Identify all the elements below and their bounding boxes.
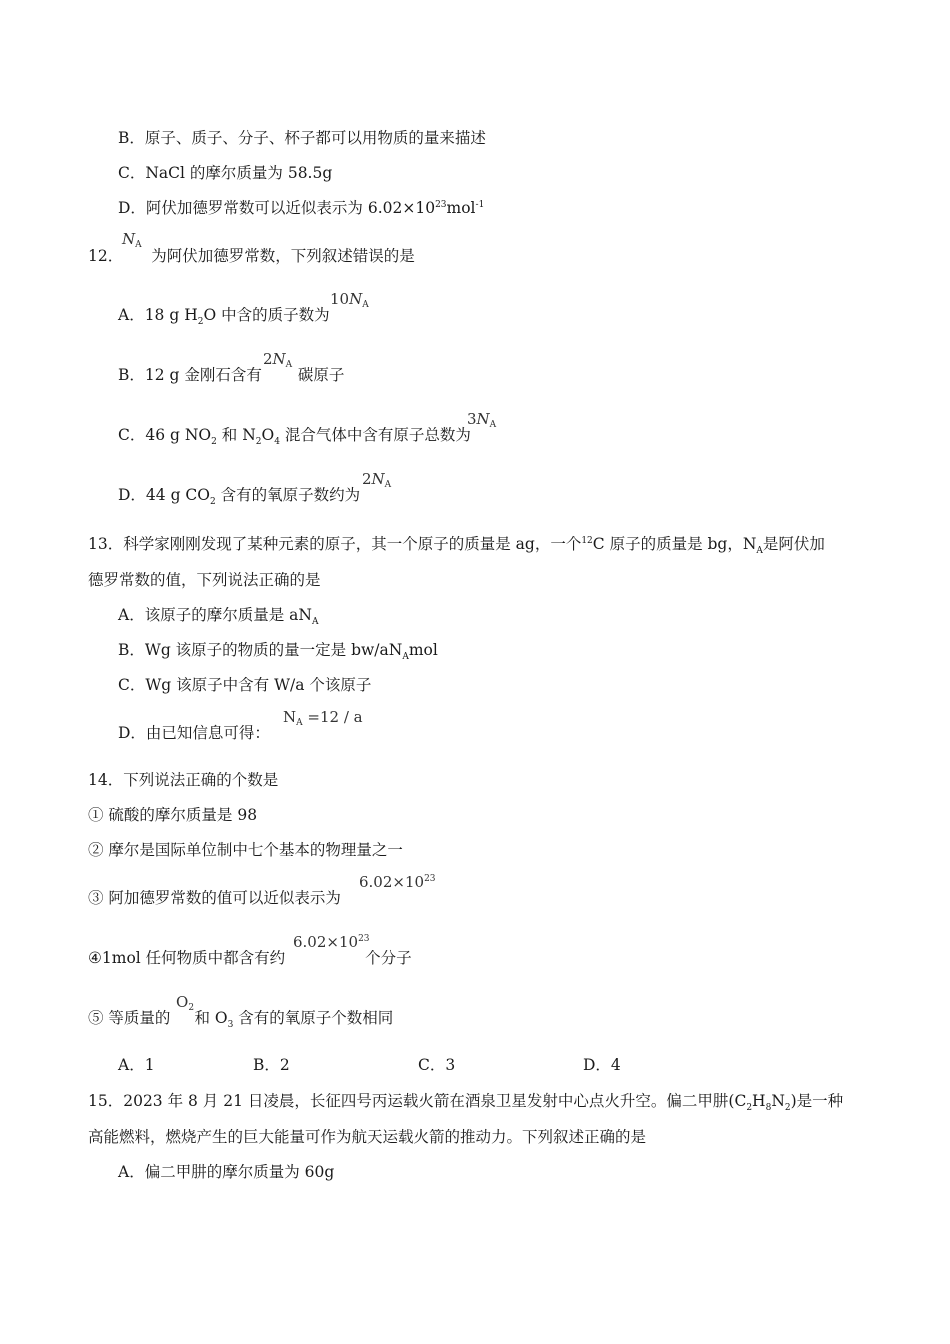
q14-statement-3: ③ 阿加德罗常数的值可以近似表示为 bbox=[88, 889, 341, 907]
q13-option-d: D．由已知信息可得： bbox=[118, 724, 270, 742]
q15-stem-line1: 15．2023 年 8 月 21 日凌晨，长征四号丙运载火箭在酒泉卫星发射中心点火升空。偏二甲肼$(C_2H_8N_2)$是一种 bbox=[88, 1092, 844, 1114]
q13-option-a: A．该原子的摩尔质量是 $aN_A$ bbox=[118, 606, 319, 628]
q14-statement-4: ④1mol 任何物质中都含有约 个分子 bbox=[88, 949, 412, 967]
q12-stem: 12． 为阿伏加德罗常数，下列叙述错误的是 bbox=[88, 247, 415, 265]
q15-stem-line2: 高能燃料，燃烧产生的巨大能量可作为航天运载火箭的推动力。下列叙述正确的是 bbox=[88, 1128, 647, 1146]
q12-option-d: D．44 g $CO_2$ 含有的氧原子数约为 bbox=[118, 486, 361, 508]
q12-option-b-math: $2N_A$ bbox=[263, 350, 293, 370]
q13-option-d-math: $N_A =12 / a$ bbox=[283, 708, 363, 728]
q14-statement-1: ① 硫酸的摩尔质量是 98 bbox=[88, 806, 258, 824]
q14-statement-3-math: $6.02\times 10^{23}$ bbox=[359, 873, 436, 891]
q13-stem-line2: 德罗常数的值，下列说法正确的是 bbox=[88, 571, 321, 589]
q14-statement-4-math: $6.02\times 10^{23}$ bbox=[293, 933, 370, 951]
q14-statement-5-math: $O_2$ bbox=[176, 993, 195, 1013]
q14-statement-2: ② 摩尔是国际单位制中七个基本的物理量之一 bbox=[88, 841, 403, 859]
q15-option-a: A．偏二甲肼的摩尔质量为 60g bbox=[118, 1163, 335, 1181]
q13-stem-line1: 13．科学家刚刚发现了某种元素的原子，其一个原子的质量是 ag，一个$^{12}$C 原子的质量是 bg，$N_A$是阿伏加 bbox=[88, 535, 825, 557]
q12-option-a-math: $10N_A$ bbox=[330, 290, 369, 310]
q12-option-a: A．18 g $H_2O$ 中含的质子数为 bbox=[118, 306, 330, 328]
q12-option-d-math: $2N_A$ bbox=[362, 470, 392, 490]
q13-option-b: B．Wg 该原子的物质的量一定是 $bw/aN_Amol$ bbox=[118, 641, 438, 663]
q11-option-c: C．NaCl 的摩尔质量为 58.5g bbox=[118, 164, 333, 182]
q12-option-b: B．12 g 金刚石含有 碳原子 bbox=[118, 366, 345, 384]
q14-choices bbox=[118, 1054, 621, 1076]
q14-choice-b: B．2 bbox=[253, 1056, 290, 1074]
q14-choice-c: C．3 bbox=[418, 1056, 456, 1074]
q14-choice-a: A．1 bbox=[118, 1056, 155, 1074]
q12-option-c-math: $3N_A$ bbox=[467, 410, 497, 430]
q14-stem: 14．下列说法正确的个数是 bbox=[88, 771, 279, 789]
q14-choice-d: D．4 bbox=[583, 1056, 621, 1074]
q12-na-symbol: $N_A$ bbox=[122, 230, 142, 250]
q11-option-b: B．原子、质子、分子、杯子都可以用物质的量来描述 bbox=[118, 129, 486, 147]
q12-option-c: C．46 g $NO_2$ 和 $N_2O_4$ 混合气体中含有原子总数为 bbox=[118, 426, 471, 448]
q14-statement-5: ⑤ 等质量的 和 $O_3$ 含有的氧原子个数相同 bbox=[88, 1009, 394, 1031]
q13-option-c: C．Wg 该原子中含有 W/a 个该原子 bbox=[118, 676, 372, 694]
q11-option-d: D．阿伏加德罗常数可以近似表示为 $6.02\times 10^{23}mol^{-1}$ bbox=[118, 199, 485, 217]
